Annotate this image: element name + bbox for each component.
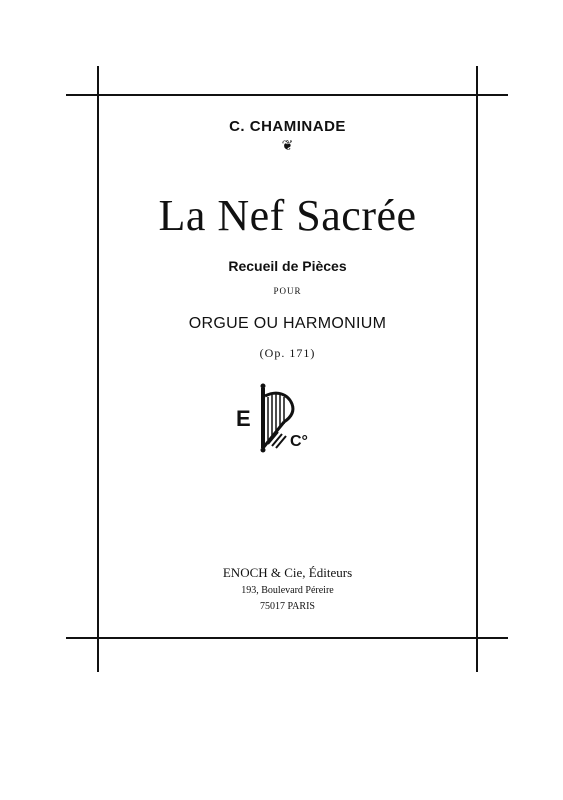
logo-letter-e: E	[236, 406, 251, 431]
instrument-label: ORGUE OU HARMONIUM	[188, 315, 387, 332]
publisher-city: 75017 PARIS	[260, 601, 315, 612]
fleuron-icon: ❦	[281, 139, 294, 154]
page-title: La Nef Sacrée	[158, 191, 417, 240]
publisher-harp-logo-icon	[232, 382, 312, 454]
left-rule	[97, 66, 99, 672]
right-rule	[476, 66, 478, 672]
publisher-address: 193, Boulevard Péreire	[241, 585, 334, 596]
logo-letter-c: C°	[290, 433, 308, 450]
publisher-name: ENOCH & Cie, Éditeurs	[222, 565, 353, 580]
bottom-rule	[66, 637, 508, 639]
subtitle: Recueil de Pièces	[228, 258, 347, 274]
opus-number: (Op. 171)	[259, 346, 316, 360]
pour-label: POUR	[273, 286, 302, 296]
top-rule	[66, 94, 508, 96]
composer-name: C. CHAMINADE	[229, 118, 346, 135]
